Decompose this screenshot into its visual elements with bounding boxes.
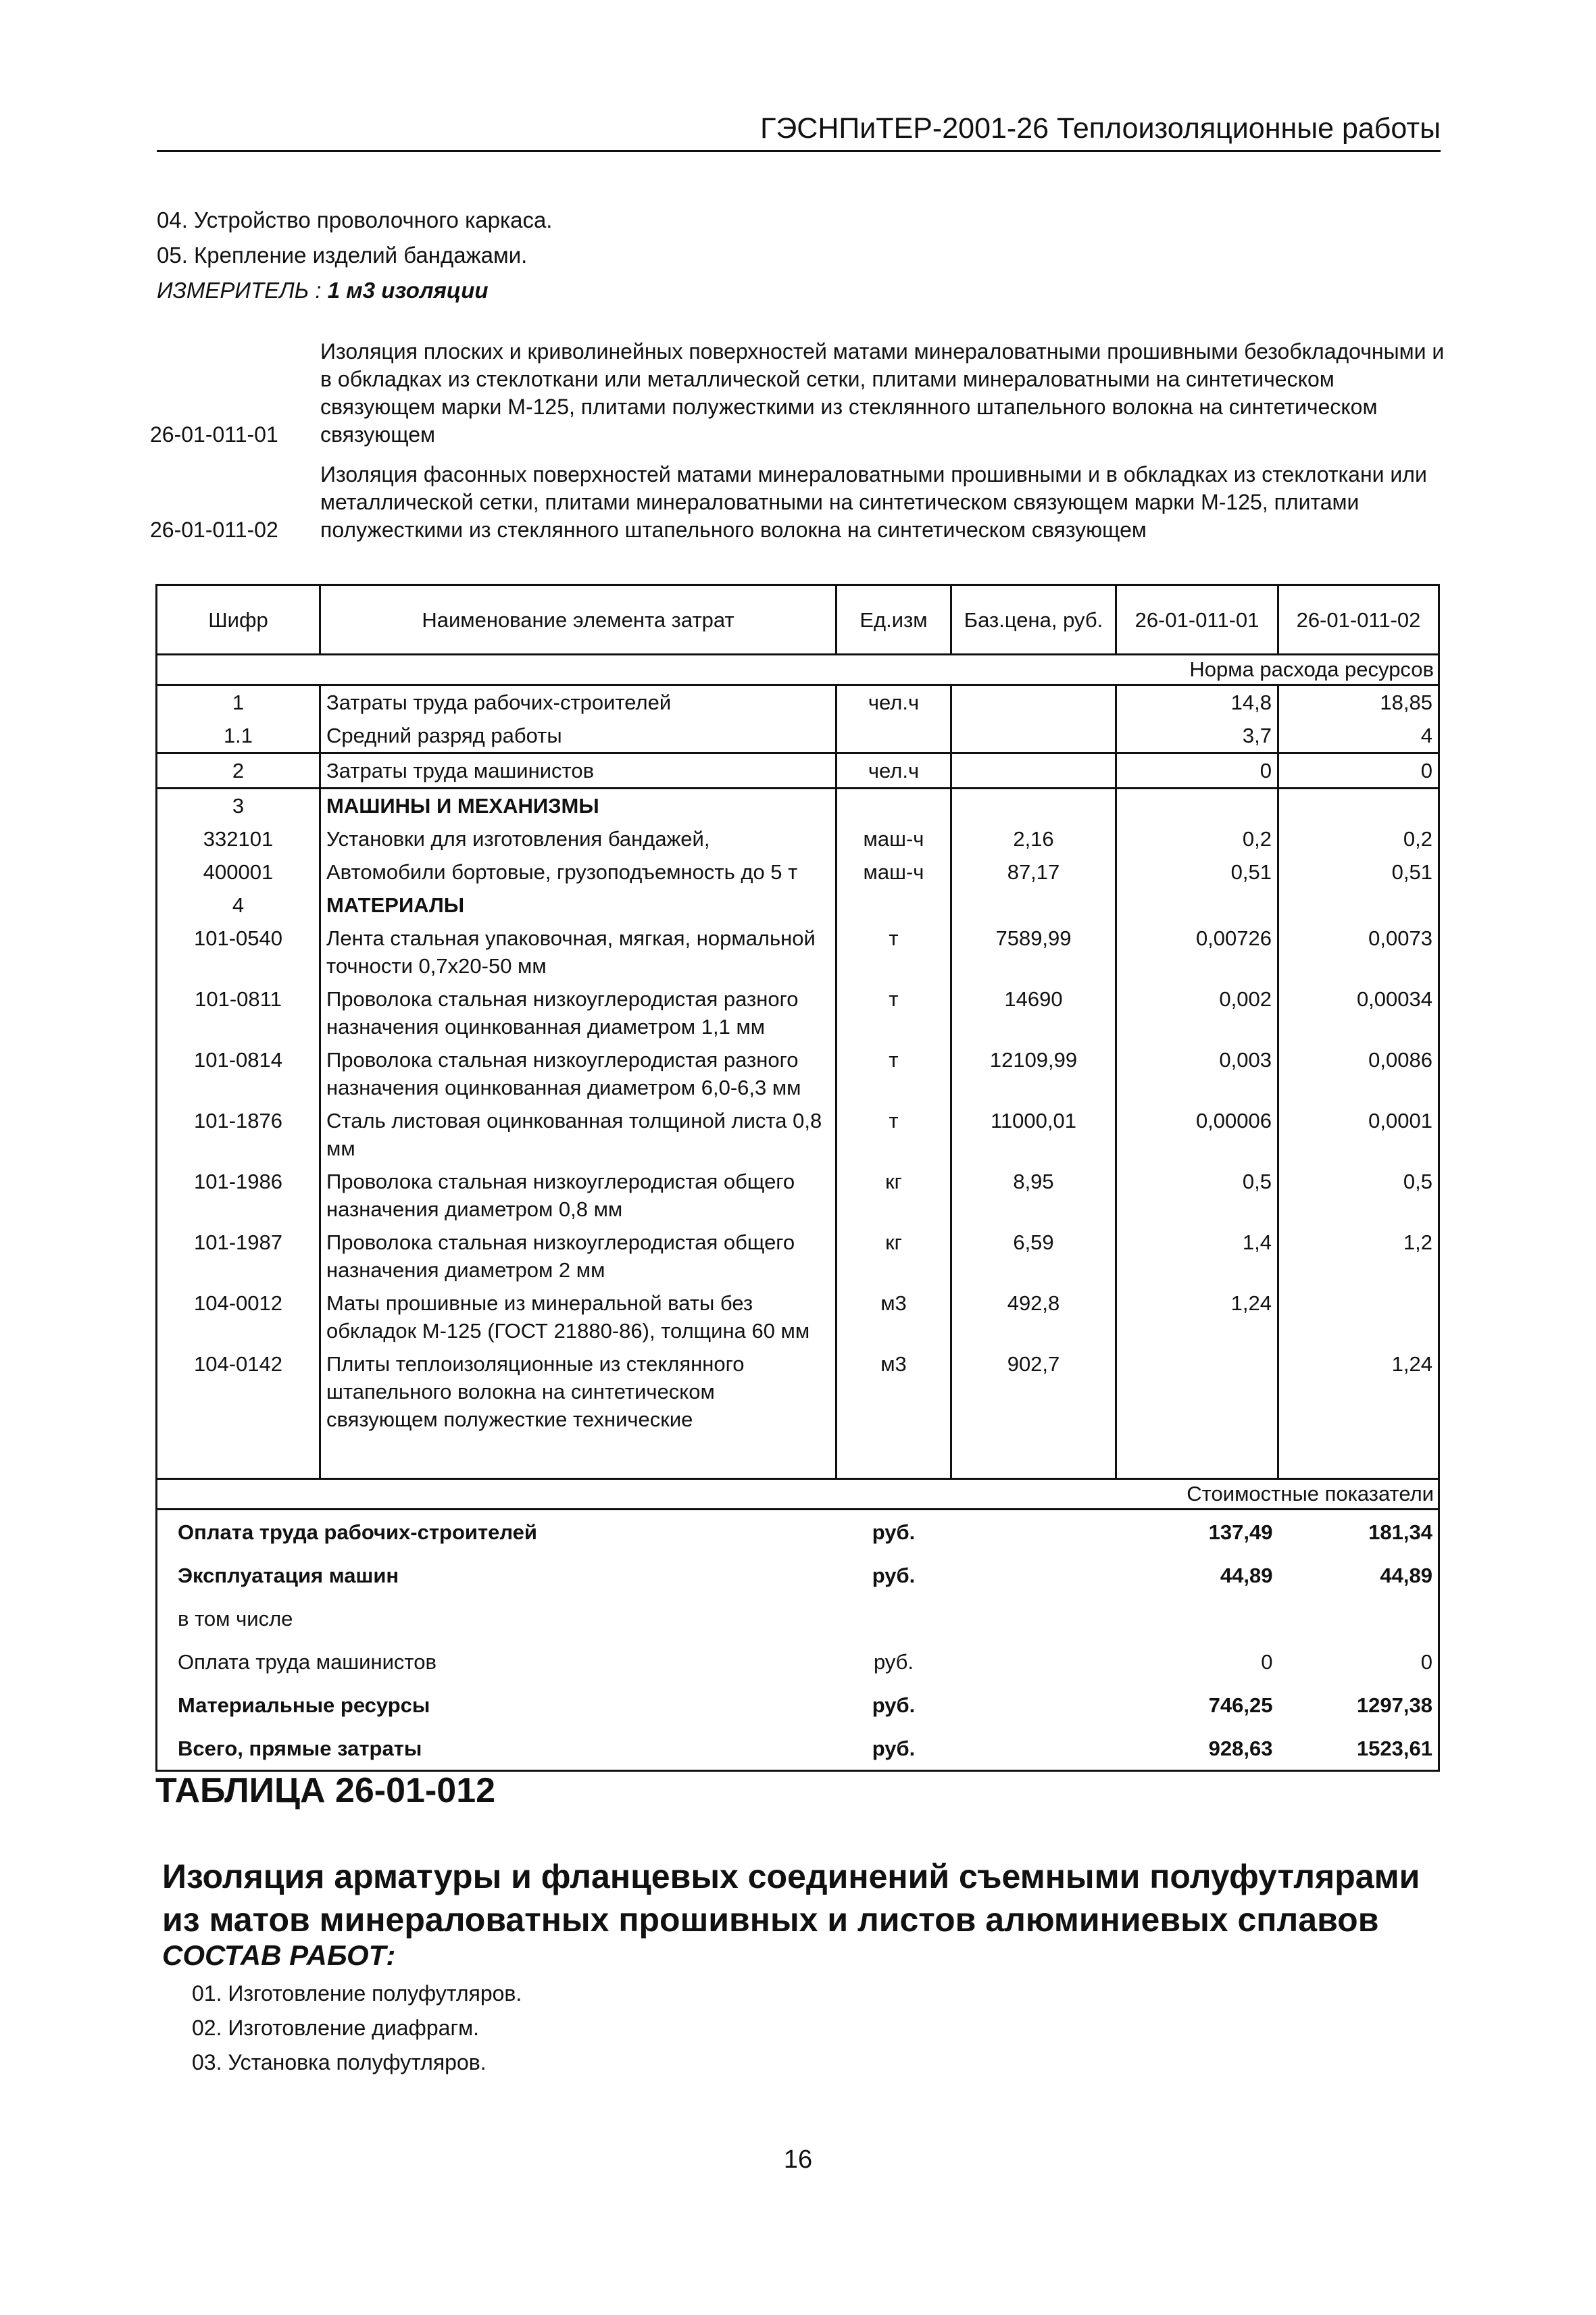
cell-code: 101-1876	[157, 1104, 320, 1165]
cell-unit	[837, 719, 951, 753]
cell-name: Затраты труда рабочих-строителей	[320, 685, 837, 720]
cell-norm-2: 18,85	[1278, 685, 1439, 720]
cell-unit: кг	[837, 1226, 951, 1287]
cell-code: 400001	[157, 855, 320, 889]
measure-value: 1 м3 изоляции	[327, 278, 489, 303]
cell-unit: т	[837, 1043, 951, 1104]
cell-price	[951, 889, 1116, 922]
cell-norm-2	[1278, 1287, 1439, 1347]
measure-line	[157, 273, 552, 308]
column-header: Ед.изм	[837, 585, 951, 655]
spacer-cell	[1278, 1436, 1439, 1479]
cell-norm-1: 1,24	[1116, 1287, 1278, 1347]
cost-empty	[951, 1553, 1116, 1597]
spacer-cell	[157, 1436, 320, 1479]
cost-value-2	[1278, 1597, 1439, 1640]
cell-price: 8,95	[951, 1165, 1116, 1226]
column-header: Наименование элемента затрат	[320, 585, 837, 655]
cell-name: Плиты теплоизоляционные из стеклянного штапельного волокна на синтетическом связующем полужесткие технические	[320, 1347, 837, 1436]
cell-norm-1: 0,5	[1116, 1165, 1278, 1226]
cell-norm-1	[1116, 789, 1278, 823]
cost-unit: руб.	[837, 1726, 951, 1771]
spacer-cell	[320, 1436, 837, 1479]
cell-unit	[837, 889, 951, 922]
cost-band-row	[157, 1479, 1439, 1510]
cost-empty	[951, 1597, 1116, 1640]
cell-norm-1: 0,00726	[1116, 922, 1278, 982]
table2-operations	[192, 1976, 522, 2080]
cell-name: Лента стальная упаковочная, мягкая, нормальной точности 0,7х20-50 мм	[320, 922, 837, 982]
cell-code: 101-0811	[157, 982, 320, 1043]
cell-code: 101-0540	[157, 922, 320, 982]
cell-norm-1: 0,51	[1116, 855, 1278, 889]
cell-code: 101-1986	[157, 1165, 320, 1226]
cell-code: 104-0142	[157, 1347, 320, 1436]
cell-norm-1: 0	[1116, 753, 1278, 789]
table-row	[157, 889, 1439, 922]
cost-empty	[951, 1640, 1116, 1683]
cell-norm-2: 0,51	[1278, 855, 1439, 889]
cell-code: 101-0814	[157, 1043, 320, 1104]
cell-unit: т	[837, 982, 951, 1043]
cost-value-2: 44,89	[1278, 1553, 1439, 1597]
cell-norm-1: 0,003	[1116, 1043, 1278, 1104]
cell-norm-2: 0	[1278, 753, 1439, 789]
table-row	[157, 855, 1439, 889]
cell-price: 11000,01	[951, 1104, 1116, 1165]
cost-row	[157, 1726, 1439, 1771]
cell-name: Маты прошивные из минеральной ваты без обкладок М-125 (ГОСТ 21880-86), толщина 60 мм	[320, 1287, 837, 1347]
cell-unit: м3	[837, 1287, 951, 1347]
table2-heading: ТАБЛИЦА 26-01-012	[155, 1771, 496, 1810]
spacer-cell	[951, 1436, 1116, 1479]
cell-norm-1: 14,8	[1116, 685, 1278, 720]
cost-value-2: 1523,61	[1278, 1726, 1439, 1771]
cell-norm-1: 0,2	[1116, 822, 1278, 855]
cell-norm-1	[1116, 889, 1278, 922]
operation-item: 04. Устройство проволочного каркаса.	[157, 207, 553, 232]
cost-value-1: 746,25	[1208, 1693, 1273, 1717]
cost-label: Всего, прямые затраты	[157, 1726, 837, 1771]
cell-unit	[837, 789, 951, 823]
cost-label: Материальные ресурсы	[157, 1683, 837, 1726]
cell-name: Проволока стальная низкоуглеродистая общего назначения диаметром 0,8 мм	[320, 1165, 837, 1226]
cell-code: 1.1	[157, 719, 320, 753]
norm-band-label: Норма расхода ресурсов	[157, 655, 1439, 685]
cost-value-1: 137,49	[1208, 1520, 1273, 1544]
cost-value-1: 0	[1261, 1649, 1273, 1674]
cell-code: 101-1987	[157, 1226, 320, 1287]
table-row	[157, 719, 1439, 753]
cell-price: 12109,99	[951, 1043, 1116, 1104]
cost-label: Оплата труда машинистов	[157, 1640, 837, 1683]
cost-label: Эксплуатация машин	[157, 1553, 837, 1597]
cell-norm-2: 0,5	[1278, 1165, 1439, 1226]
cost-empty	[951, 1683, 1116, 1726]
variant-code: 26-01-011-02	[150, 518, 278, 542]
cost-value-1	[1116, 1597, 1278, 1640]
cost-value-1: 928,63	[1116, 1726, 1278, 1771]
cell-norm-2: 1,2	[1278, 1226, 1439, 1287]
table-row	[157, 789, 1439, 823]
column-header: Шифр	[157, 585, 320, 655]
cell-name: Проволока стальная низкоуглеродистая разного назначения оцинкованная диаметром 6,0-6,3 мм	[320, 1043, 837, 1104]
table-row	[157, 1043, 1439, 1104]
cell-unit: маш-ч	[837, 822, 951, 855]
table-row	[157, 1347, 1439, 1436]
cell-price: 87,17	[951, 855, 1116, 889]
cell-price	[951, 789, 1116, 823]
operation-item: 03. Установка полуфутляров.	[192, 2050, 487, 2074]
cell-norm-1: 1,4	[1116, 1226, 1278, 1287]
cell-price: 2,16	[951, 822, 1116, 855]
cell-code: 2	[157, 753, 320, 789]
table2-title: Изоляция арматуры и фланцевых соединений съемными полуфутлярами из матов минераловатных прошивных и листов алюминиевых сплавов	[162, 1858, 1420, 1939]
cell-price: 492,8	[951, 1287, 1116, 1347]
variants-list	[150, 338, 1447, 556]
cell-norm-2: 0,00034	[1278, 982, 1439, 1043]
cell-name: Установки для изготовления бандажей,	[320, 822, 837, 855]
cell-code: 3	[157, 789, 320, 823]
cost-value-2: 0	[1278, 1640, 1439, 1683]
table-header-row	[157, 585, 1439, 655]
table-row	[157, 1226, 1439, 1287]
intro-block	[157, 203, 552, 308]
spacer-cell	[837, 1436, 951, 1479]
table-row	[157, 1165, 1439, 1226]
cell-unit: м3	[837, 1347, 951, 1436]
cell-price	[951, 753, 1116, 789]
cost-band-label: Стоимостные показатели	[157, 1479, 1439, 1510]
cell-norm-2: 0,0073	[1278, 922, 1439, 982]
cell-norm-2	[1278, 789, 1439, 823]
cell-name: Проволока стальная низкоуглеродистая общего назначения диаметром 2 мм	[320, 1226, 837, 1287]
table-row	[157, 1287, 1439, 1347]
cost-row	[157, 1510, 1439, 1554]
cell-name: Проволока стальная низкоуглеродистая разного назначения оцинкованная диаметром 1,1 мм	[320, 982, 837, 1043]
table-row	[157, 685, 1439, 720]
cost-unit: руб.	[872, 1520, 916, 1544]
cell-name: Средний разряд работы	[320, 719, 837, 753]
cell-code: 1	[157, 685, 320, 720]
cell-norm-1: 0,00006	[1116, 1104, 1278, 1165]
spacer-cell	[1116, 1436, 1278, 1479]
cost-row	[157, 1683, 1439, 1726]
cell-name: Автомобили бортовые, грузоподъемность до 5 т	[320, 855, 837, 889]
cell-unit: маш-ч	[837, 855, 951, 889]
table-row	[157, 982, 1439, 1043]
cell-code: 104-0012	[157, 1287, 320, 1347]
cell-norm-2: 0,0086	[1278, 1043, 1439, 1104]
cell-norm-2	[1278, 889, 1439, 922]
cell-norm-1: 3,7	[1116, 719, 1278, 753]
table-row	[157, 753, 1439, 789]
table-spacer-row	[157, 1436, 1439, 1479]
table-row	[157, 1104, 1439, 1165]
cost-label: Оплата труда рабочих-строителей	[157, 1510, 837, 1554]
variant-code: 26-01-011-01	[150, 422, 278, 447]
cost-label: в том числе	[157, 1597, 837, 1640]
column-header: 26-01-011-01	[1116, 585, 1278, 655]
cell-price: 7589,99	[951, 922, 1116, 982]
variant-item	[150, 338, 1447, 449]
cell-price: 14690	[951, 982, 1116, 1043]
norm-band-row	[157, 655, 1439, 685]
cell-norm-1	[1116, 1347, 1278, 1436]
variant-text: Изоляция фасонных поверхностей матами минераловатными прошивными и в обкладках из стеклоткани или металлической сетки, плитами минераловатными на синтетическом связующем марки М-125, плитами полужесткими из стеклянного штапельного волокна на синтетическом связующем	[320, 462, 1427, 542]
variant-item	[150, 461, 1447, 544]
cell-unit: чел.ч	[837, 685, 951, 720]
cost-row	[157, 1597, 1439, 1640]
sostav-label: СОСТАВ РАБОТ:	[162, 1939, 396, 1971]
cell-code: 332101	[157, 822, 320, 855]
cell-price	[951, 685, 1116, 720]
column-header: Баз.цена, руб.	[951, 585, 1116, 655]
cost-unit: руб.	[872, 1693, 916, 1717]
cell-price: 902,7	[951, 1347, 1116, 1436]
cell-norm-2: 0,0001	[1278, 1104, 1439, 1165]
cost-empty	[951, 1726, 1116, 1771]
cost-row	[157, 1640, 1439, 1683]
cost-value-2: 181,34	[1278, 1510, 1439, 1554]
page-number: 16	[783, 2145, 813, 2174]
column-header: 26-01-011-02	[1278, 585, 1439, 655]
running-header: ГЭСНПиТЕР-2001-26 Теплоизоляционные работы	[760, 112, 1441, 145]
cell-norm-1: 0,002	[1116, 982, 1278, 1043]
cost-value-1: 44,89	[1220, 1563, 1273, 1587]
cell-unit: кг	[837, 1165, 951, 1226]
cell-name: Сталь листовая оцинкованная толщиной листа 0,8 мм	[320, 1104, 837, 1165]
operation-item: 05. Крепление изделий бандажами.	[157, 243, 528, 268]
cost-value-2: 1297,38	[1278, 1683, 1439, 1726]
measure-label: ИЗМЕРИТЕЛЬ :	[157, 278, 322, 303]
cost-unit: руб.	[873, 1649, 914, 1674]
operation-item: 02. Изготовление диафрагм.	[192, 2016, 479, 2040]
header-rule	[157, 150, 1441, 152]
cell-unit: т	[837, 922, 951, 982]
cell-norm-2: 4	[1278, 719, 1439, 753]
cell-name: МАТЕРИАЛЫ	[320, 889, 837, 922]
cost-unit: руб.	[872, 1563, 916, 1587]
cell-norm-2: 0,2	[1278, 822, 1439, 855]
cell-name: Затраты труда машинистов	[320, 753, 837, 789]
operation-item: 01. Изготовление полуфутляров.	[192, 1981, 522, 2006]
table-row	[157, 922, 1439, 982]
cell-norm-2: 1,24	[1278, 1347, 1439, 1436]
cell-code: 4	[157, 889, 320, 922]
cost-unit	[837, 1597, 951, 1640]
cell-price: 6,59	[951, 1226, 1116, 1287]
resource-table	[155, 584, 1440, 1772]
cell-name: МАШИНЫ И МЕХАНИЗМЫ	[320, 789, 837, 823]
cell-unit: т	[837, 1104, 951, 1165]
cost-empty	[951, 1510, 1116, 1554]
cell-price	[951, 719, 1116, 753]
cell-unit: чел.ч	[837, 753, 951, 789]
variant-text: Изоляция плоских и криволинейных поверхностей матами минераловатными прошивными безобкладочными и в обкладках из стеклоткани или металлической сетки, плитами минераловатными на синтетическом связующем марки М-125, плитами полужесткими из стеклянного штапельного волокна на синтетическом связующем	[320, 339, 1445, 447]
table-row	[157, 822, 1439, 855]
cost-row	[157, 1553, 1439, 1597]
